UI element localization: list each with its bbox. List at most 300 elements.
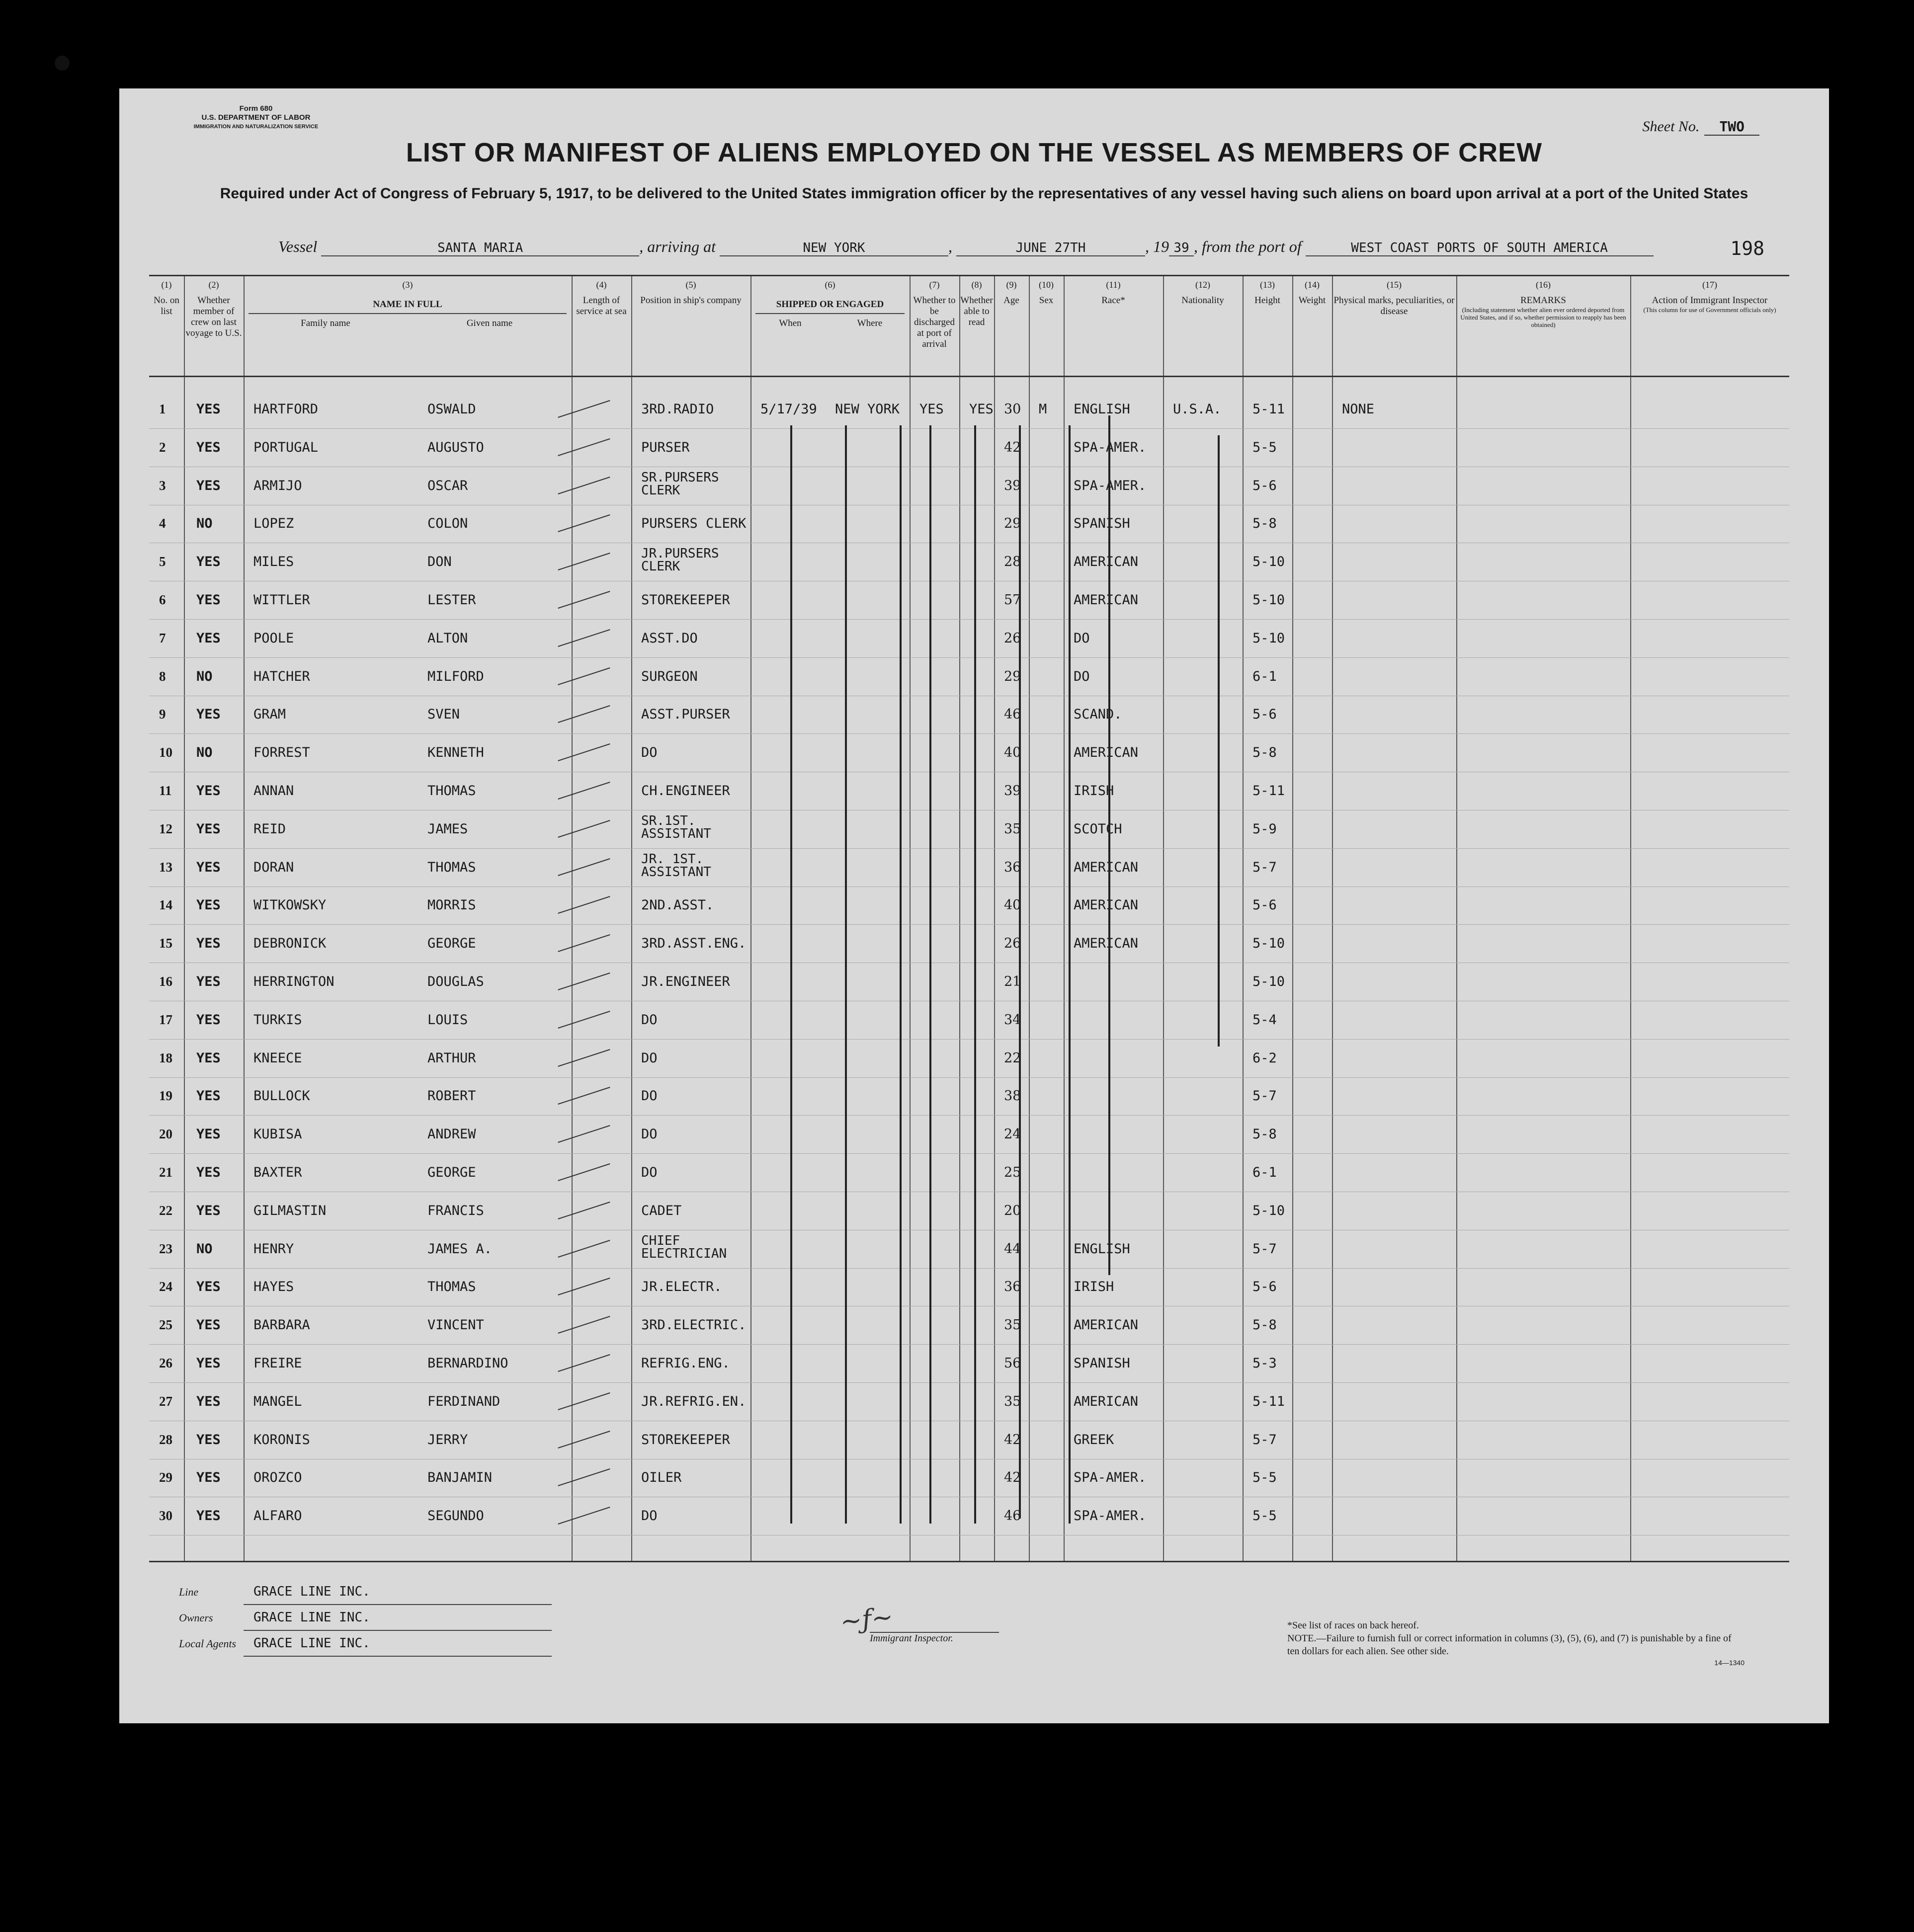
table-row: [149, 925, 1789, 963]
table-row: [149, 581, 1789, 620]
column-header: [1292, 276, 1332, 376]
column-number: (10): [1039, 280, 1054, 290]
length-of-service-dash: [558, 629, 610, 647]
row-number: 14: [159, 897, 172, 913]
race: AMERICAN: [1074, 897, 1139, 913]
row-number: 27: [159, 1393, 172, 1409]
race: IRISH: [1074, 783, 1114, 799]
family-name: FREIRE: [253, 1356, 302, 1371]
family-name: KORONIS: [253, 1432, 310, 1448]
length-of-service-dash: [558, 1354, 610, 1372]
position: DO: [641, 1127, 658, 1142]
last-voyage: YES: [196, 1050, 221, 1066]
column-header: [1064, 276, 1163, 376]
last-voyage: YES: [196, 783, 221, 799]
row-number: 4: [159, 516, 166, 531]
last-voyage: YES: [196, 478, 221, 493]
length-of-service-dash: [558, 1049, 610, 1067]
given-name: THOMAS: [427, 1279, 476, 1295]
table-row: [149, 1154, 1789, 1192]
column-number: (13): [1260, 280, 1275, 290]
column-header: [1163, 276, 1243, 376]
height: 5-8: [1252, 1127, 1277, 1142]
given-name: GEORGE: [427, 1165, 476, 1180]
last-voyage: YES: [196, 897, 221, 913]
row-number: 13: [159, 859, 172, 875]
column-header: [994, 276, 1029, 376]
race: SCOTCH: [1074, 821, 1122, 837]
position: ASST.PURSER: [641, 707, 730, 723]
length-of-service-dash: [558, 591, 610, 609]
family-name: HAYES: [253, 1279, 294, 1295]
last-voyage: YES: [196, 859, 221, 875]
column-header: [631, 276, 750, 376]
age: 46: [1004, 1508, 1021, 1524]
physical-marks: NONE: [1342, 402, 1375, 417]
last-voyage: YES: [196, 1127, 221, 1142]
height: 5-7: [1252, 1241, 1277, 1257]
race: SPA-AMER.: [1074, 1508, 1147, 1524]
family-name: BARBARA: [253, 1317, 310, 1333]
age: 42: [1004, 1470, 1021, 1486]
race: AMERICAN: [1074, 1317, 1139, 1333]
height: 5-10: [1252, 630, 1285, 646]
family-name: HERRINGTON: [253, 974, 334, 989]
family-name: PORTUGAL: [253, 439, 319, 455]
length-of-service-dash: [558, 553, 610, 570]
age: 35: [1004, 821, 1021, 837]
table-row: [149, 1306, 1789, 1345]
family-name: MANGEL: [253, 1393, 302, 1409]
given-name: BERNARDINO: [427, 1356, 508, 1371]
age: 57: [1004, 592, 1021, 608]
position: STOREKEEPER: [641, 592, 730, 608]
height: 5-6: [1252, 1279, 1277, 1295]
row-number: 19: [159, 1088, 172, 1104]
height: 5-6: [1252, 478, 1277, 493]
given-name: LOUIS: [427, 1012, 468, 1028]
race: DO: [1074, 630, 1090, 646]
family-name: BULLOCK: [253, 1088, 310, 1104]
age: 44: [1004, 1241, 1021, 1257]
table-row: [149, 505, 1789, 543]
position: CADET: [641, 1203, 682, 1218]
row-number: 8: [159, 668, 166, 684]
row-number: 5: [159, 554, 166, 569]
table-row: [149, 849, 1789, 887]
table-row: [149, 1077, 1789, 1116]
column-note: (This column for use of Government officials only): [1643, 306, 1776, 314]
height: 5-5: [1252, 1508, 1277, 1524]
table-row: [149, 391, 1789, 429]
column-label: Length of service at sea: [576, 295, 627, 317]
family-name: KNEECE: [253, 1050, 302, 1066]
column-label: REMARKS: [1520, 295, 1566, 306]
table-row: [149, 696, 1789, 734]
given-name: JERRY: [427, 1432, 468, 1448]
column-label: Race*: [1101, 295, 1125, 306]
last-voyage: NO: [196, 745, 213, 761]
column-label: Weight: [1298, 295, 1326, 306]
subtitle: Required under Act of Congress of February 5, 1917, to be delivered to the United States immigration officer by the representatives of any vessel having such aliens on board upon arrival at a port of the United States: [220, 185, 1748, 202]
column-number: (2): [208, 280, 219, 290]
column-label: Whether member of crew on last voyage to U.S.: [185, 295, 242, 338]
ditto-mark: [1218, 435, 1220, 1046]
signature-scrawl: ~ƒ~: [838, 1602, 895, 1637]
row-number: 11: [159, 783, 172, 798]
row-number: 9: [159, 707, 166, 722]
row-number: 20: [159, 1127, 172, 1142]
family-name: GRAM: [253, 707, 286, 723]
column-header: [959, 276, 994, 376]
given-name: JAMES A.: [427, 1241, 493, 1257]
height: 5-7: [1252, 1088, 1277, 1104]
age: 39: [1004, 478, 1021, 493]
race: DO: [1074, 668, 1090, 684]
height: 5-3: [1252, 1356, 1277, 1371]
given-name: AUGUSTO: [427, 439, 484, 455]
row-number: 25: [159, 1317, 172, 1333]
last-voyage: YES: [196, 974, 221, 989]
ditto-mark: [845, 425, 847, 1524]
length-of-service-dash: [558, 705, 610, 723]
last-voyage: YES: [196, 821, 221, 837]
row-number: 16: [159, 974, 172, 989]
given-name: THOMAS: [427, 859, 476, 875]
column-number: (1): [161, 280, 172, 290]
position: JR.PURSERS CLERK: [641, 546, 719, 574]
family-name: FORREST: [253, 745, 310, 761]
length-of-service-dash: [558, 1431, 610, 1449]
length-of-service-dash: [558, 1392, 610, 1410]
column-number: (6): [825, 280, 835, 290]
age: 36: [1004, 859, 1021, 875]
table-row: [149, 1345, 1789, 1383]
discharged: YES: [919, 402, 944, 417]
shipped-where: NEW YORK: [835, 402, 900, 417]
arrival-port: NEW YORK: [720, 241, 948, 256]
position: DO: [641, 1165, 658, 1180]
row-number: 3: [159, 478, 166, 493]
column-number: (17): [1702, 280, 1717, 290]
inspector-label: Immigrant Inspector.: [870, 1632, 999, 1644]
position: CH.ENGINEER: [641, 783, 730, 799]
table-row: [149, 543, 1789, 581]
position: JR.ELECTR.: [641, 1279, 722, 1295]
table-row: [149, 1192, 1789, 1230]
length-of-service-dash: [558, 858, 610, 876]
family-name: ARMIJO: [253, 478, 302, 493]
position: PURSERS CLERK: [641, 516, 747, 532]
age: 29: [1004, 668, 1021, 684]
row-number: 17: [159, 1012, 172, 1027]
table-row: [149, 1230, 1789, 1269]
column-label: Physical marks, peculiarities, or disease: [1333, 295, 1455, 317]
column-label: Whether to be discharged at port of arrival: [913, 295, 956, 349]
row-number: 24: [159, 1279, 172, 1294]
column-header: [1029, 276, 1064, 376]
column-label: Nationality: [1181, 295, 1224, 306]
length-of-service-dash: [558, 743, 610, 761]
family-name: WITKOWSKY: [253, 897, 327, 913]
column-header: [750, 276, 910, 376]
last-voyage: YES: [196, 592, 221, 608]
height: 5-5: [1252, 439, 1277, 455]
row-number: 26: [159, 1356, 172, 1370]
column-label: Height: [1254, 295, 1280, 306]
table-row: [149, 1383, 1789, 1421]
given-name: MORRIS: [427, 897, 476, 913]
age: 20: [1004, 1203, 1021, 1218]
height: 6-1: [1252, 668, 1277, 684]
family-name: OROZCO: [253, 1470, 302, 1486]
row-number: 29: [159, 1470, 172, 1485]
last-voyage: YES: [196, 1317, 221, 1333]
height: 5-10: [1252, 592, 1285, 608]
shipped-when: 5/17/39: [760, 402, 817, 417]
height: 5-9: [1252, 821, 1277, 837]
column-header: [910, 276, 959, 376]
last-voyage: YES: [196, 707, 221, 723]
given-name: JAMES: [427, 821, 468, 837]
height: 5-4: [1252, 1012, 1277, 1028]
family-name: DORAN: [253, 859, 294, 875]
last-voyage: YES: [196, 1470, 221, 1486]
column-number: (11): [1106, 280, 1121, 290]
age: 28: [1004, 554, 1021, 570]
race: SPANISH: [1074, 1356, 1130, 1371]
departure-port: WEST COAST PORTS OF SOUTH AMERICA: [1306, 241, 1654, 256]
footer-note: [1287, 1619, 1735, 1658]
race: SPA-AMER.: [1074, 439, 1147, 455]
table-row: [149, 963, 1789, 1001]
last-voyage: YES: [196, 1279, 221, 1295]
given-name: ROBERT: [427, 1088, 476, 1104]
height: 6-2: [1252, 1050, 1277, 1066]
family-name: LOPEZ: [253, 516, 294, 532]
given-name: GEORGE: [427, 936, 476, 952]
given-name: FRANCIS: [427, 1203, 484, 1218]
table-row: [149, 429, 1789, 467]
column-header: [244, 276, 572, 376]
length-of-service-dash: [558, 782, 610, 800]
row-number: 2: [159, 439, 166, 455]
position: STOREKEEPER: [641, 1432, 730, 1448]
given-name: ALTON: [427, 630, 468, 646]
age: 40: [1004, 745, 1021, 761]
ditto-mark: [1108, 415, 1110, 1275]
ditto-mark: [929, 425, 931, 1524]
page-title: LIST OR MANIFEST OF ALIENS EMPLOYED ON THE VESSEL AS MEMBERS OF CREW: [406, 138, 1543, 167]
age: 30: [1004, 402, 1021, 417]
column-label: NAME IN FULL: [373, 299, 442, 310]
given-name: THOMAS: [427, 783, 476, 799]
race: SCAND.: [1074, 707, 1122, 723]
sheet-number: Sheet No. TWO: [1642, 118, 1759, 135]
line-field: GRACE LINE INC.: [244, 1579, 552, 1605]
length-of-service-dash: [558, 934, 610, 952]
row-number: 1: [159, 402, 166, 416]
race: SPA-AMER.: [1074, 478, 1147, 493]
age: 36: [1004, 1279, 1021, 1295]
row-number: 6: [159, 592, 166, 607]
column-subheader: When: [779, 318, 802, 328]
length-of-service-dash: [558, 438, 610, 456]
table-row: [149, 1459, 1789, 1497]
punch-hole: [55, 56, 70, 71]
race: SPA-AMER.: [1074, 1470, 1147, 1486]
height: 6-1: [1252, 1165, 1277, 1180]
form-tag: [174, 104, 338, 131]
length-of-service-dash: [558, 477, 610, 494]
table-row: [149, 1001, 1789, 1040]
family-name: BAXTER: [253, 1165, 302, 1180]
age: 25: [1004, 1165, 1021, 1180]
ditto-mark: [1019, 425, 1021, 1519]
footer-block: Line GRACE LINE INC. Owners GRACE LINE INC. Local Agents GRACE LINE INC.: [179, 1579, 552, 1657]
family-name: POOLE: [253, 630, 294, 646]
family-name: REID: [253, 821, 286, 837]
given-name: OSWALD: [427, 402, 476, 417]
sex: M: [1039, 402, 1047, 417]
length-of-service-dash: [558, 1125, 610, 1143]
family-name: HATCHER: [253, 668, 310, 684]
length-of-service-dash: [558, 820, 610, 838]
last-voyage: NO: [196, 1241, 213, 1257]
crew-table: [149, 275, 1789, 1562]
position: CHIEF ELECTRICIAN: [641, 1233, 727, 1261]
row-number: 7: [159, 630, 166, 645]
table-row: [149, 734, 1789, 772]
position: ASST.DO: [641, 630, 698, 646]
position: JR.ENGINEER: [641, 974, 730, 989]
length-of-service-dash: [558, 514, 610, 532]
row-number: 22: [159, 1203, 172, 1218]
position: DO: [641, 745, 658, 761]
table-row: [149, 467, 1789, 505]
given-name: KENNETH: [427, 745, 484, 761]
table-row: [149, 1040, 1789, 1078]
agents-field: GRACE LINE INC.: [244, 1631, 552, 1657]
length-of-service-dash: [558, 400, 610, 418]
race: AMERICAN: [1074, 554, 1139, 570]
column-header: [1456, 276, 1630, 376]
ditto-mark: [1069, 425, 1071, 1524]
position: 2ND.ASST.: [641, 897, 714, 913]
age: 56: [1004, 1356, 1021, 1371]
age: 26: [1004, 630, 1021, 646]
length-of-service-dash: [558, 1468, 610, 1486]
service: IMMIGRATION AND NATURALIZATION SERVICE: [193, 124, 319, 130]
family-name: ALFARO: [253, 1508, 302, 1524]
position: 3RD.RADIO: [641, 402, 714, 417]
row-number: 21: [159, 1165, 172, 1180]
height: 5-7: [1252, 1432, 1277, 1448]
row-number: 28: [159, 1432, 172, 1447]
given-name: SVEN: [427, 707, 460, 723]
row-number: 30: [159, 1508, 172, 1524]
last-voyage: YES: [196, 1356, 221, 1371]
penalty-note: NOTE.—Failure to furnish full or correct information in columns (3), (5), (6), and (7) is punishable by a fine of ten dollars for each alien. See other side.: [1287, 1633, 1732, 1657]
age: 35: [1004, 1393, 1021, 1409]
column-header: [184, 276, 244, 376]
age: 38: [1004, 1088, 1021, 1104]
table-row: [149, 810, 1789, 849]
height: 5-8: [1252, 745, 1277, 761]
family-name: WITTLER: [253, 592, 310, 608]
given-name: ARTHUR: [427, 1050, 476, 1066]
last-voyage: NO: [196, 668, 213, 684]
last-voyage: YES: [196, 1012, 221, 1028]
vessel-line: Vessel SANTA MARIA , arriving at NEW YORK , JUNE 27TH , 19 39 , from the port of WEST COAST PORTS OF SOUTH AMERICA: [278, 238, 1654, 256]
height: 5-6: [1252, 897, 1277, 913]
height: 5-10: [1252, 1203, 1285, 1218]
races-note: *See list of races on back hereof.: [1287, 1620, 1419, 1631]
height: 5-10: [1252, 554, 1285, 570]
column-number: (9): [1006, 280, 1017, 290]
manifest-sheet: [119, 88, 1829, 1723]
last-voyage: YES: [196, 439, 221, 455]
last-voyage: YES: [196, 1088, 221, 1104]
inspector-signature: [840, 1599, 999, 1644]
length-of-service-dash: [558, 1240, 610, 1258]
length-of-service-dash: [558, 1163, 610, 1181]
race: AMERICAN: [1074, 859, 1139, 875]
height: 5-10: [1252, 936, 1285, 952]
column-label: Action of Immigrant Inspector: [1652, 295, 1768, 306]
position: SR.PURSERS CLERK: [641, 470, 719, 498]
table-row: [149, 1421, 1789, 1459]
age: 46: [1004, 707, 1021, 723]
family-name: HENRY: [253, 1241, 294, 1257]
family-name: HARTFORD: [253, 402, 319, 417]
column-number: (15): [1387, 280, 1402, 290]
last-voyage: YES: [196, 402, 221, 417]
race: GREEK: [1074, 1432, 1114, 1448]
height: 5-11: [1252, 783, 1285, 799]
page-number: 198: [1730, 238, 1764, 259]
height: 5-5: [1252, 1470, 1277, 1486]
row-number: 18: [159, 1050, 172, 1065]
given-name: BANJAMIN: [427, 1470, 493, 1486]
row-number: 12: [159, 821, 172, 836]
able-to-read: YES: [969, 402, 994, 417]
column-header: [1243, 276, 1292, 376]
given-name: OSCAR: [427, 478, 468, 493]
age: 42: [1004, 439, 1021, 455]
column-number: (5): [685, 280, 696, 290]
row-number: 15: [159, 936, 172, 951]
ditto-mark: [974, 425, 976, 1524]
family-name: TURKIS: [253, 1012, 302, 1028]
table-row: [149, 772, 1789, 810]
family-name: GILMASTIN: [253, 1203, 327, 1218]
column-number: (14): [1305, 280, 1320, 290]
last-voyage: YES: [196, 936, 221, 952]
column-subheader: Where: [857, 318, 883, 328]
age: 40: [1004, 897, 1021, 913]
length-of-service-dash: [558, 1278, 610, 1295]
position: OILER: [641, 1470, 682, 1486]
height: 5-11: [1252, 1393, 1285, 1409]
height: 5-7: [1252, 859, 1277, 875]
position: DO: [641, 1050, 658, 1066]
last-voyage: YES: [196, 1393, 221, 1409]
last-voyage: YES: [196, 554, 221, 570]
position: SR.1ST. ASSISTANT: [641, 813, 711, 841]
column-label: Position in ship's company: [640, 295, 742, 306]
length-of-service-dash: [558, 1507, 610, 1525]
